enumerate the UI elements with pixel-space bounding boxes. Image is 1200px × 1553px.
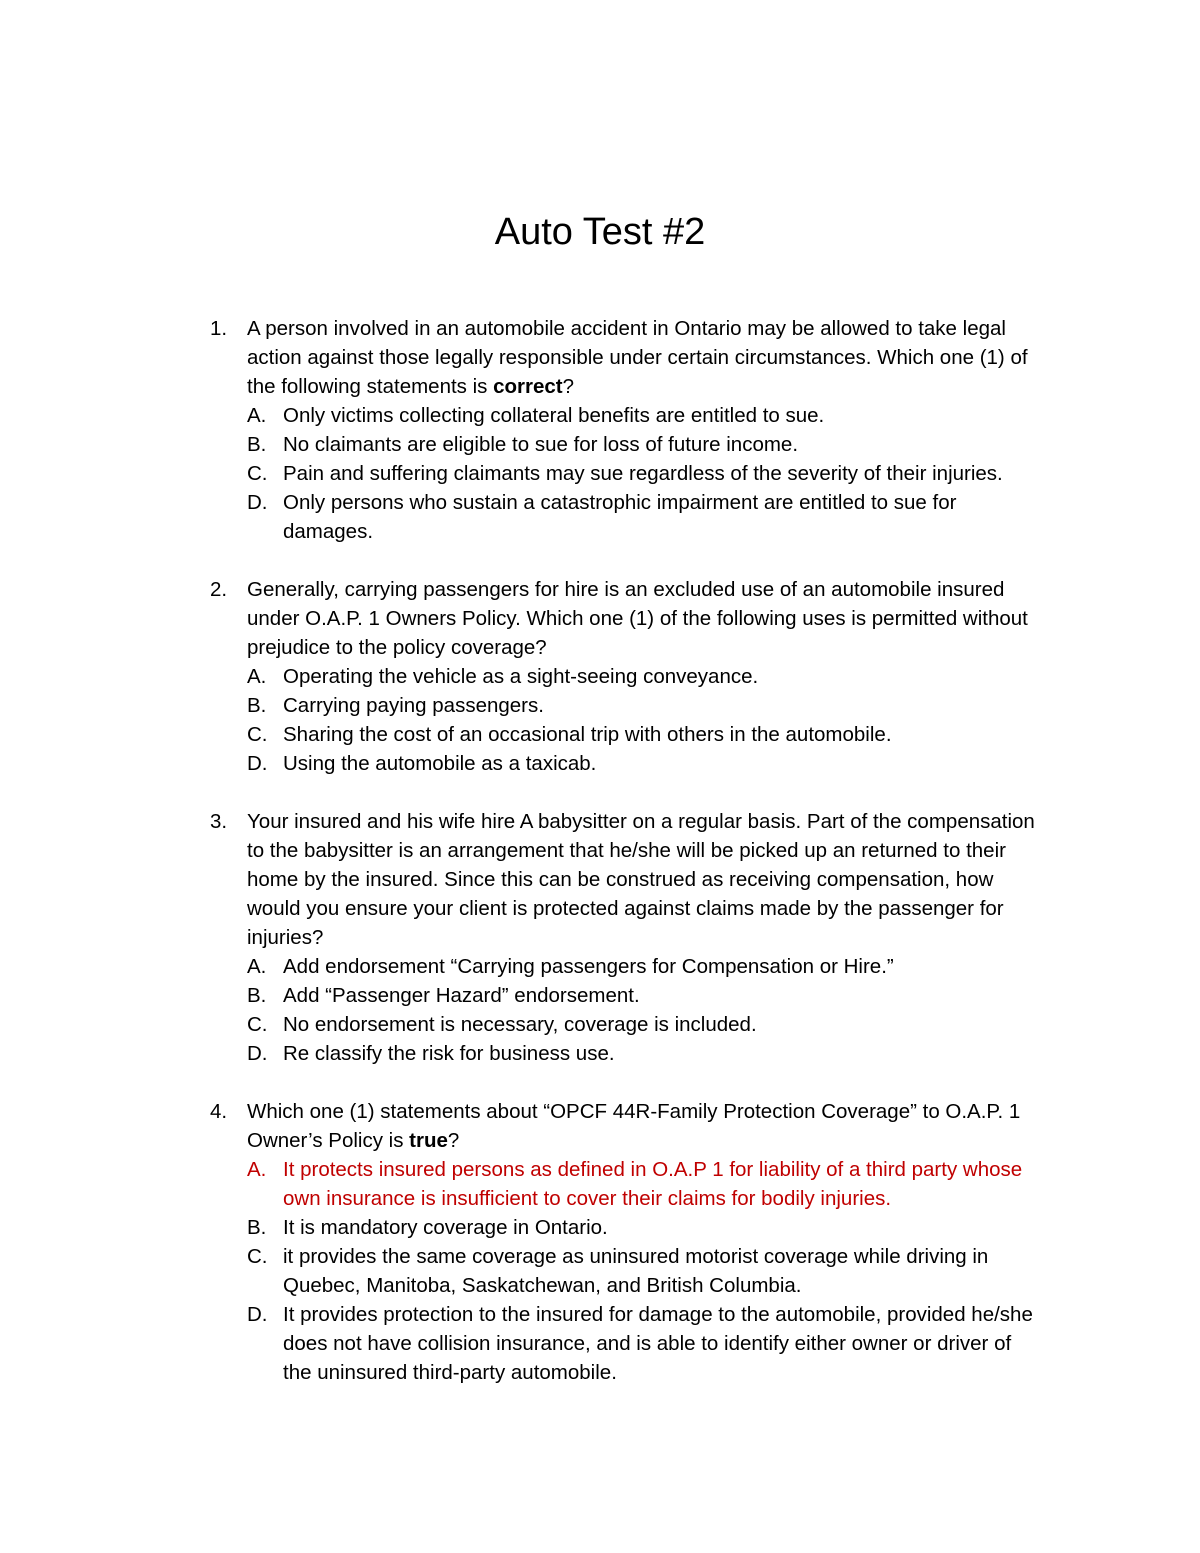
question-text-start: A person involved in an automobile accident in Ontario may be allowed to take legal action against those legally responsible under certain circumstances. Which one (1) of the following statements is (247, 317, 1028, 398)
option-letter: A. (247, 1158, 267, 1181)
option-letter: A. (247, 955, 267, 978)
option-letter: A. (247, 665, 267, 688)
question-text-start: Your insured and his wife hire A babysitter on a regular basis. Part of the compensation to the babysitter is an arrangement that he/she will be picked up an returned to their home by the insured. Since this can be construed as receiving compensation, how would you ensure your client is protected against claims made by the passenger for injuries? (247, 810, 1035, 949)
option-letter: D. (247, 752, 268, 775)
option-letter: C. (247, 462, 268, 485)
option-letter: D. (247, 1303, 268, 1326)
option-item (247, 691, 1040, 720)
option-text: It is mandatory coverage in Ontario. (283, 1216, 608, 1239)
question-item (210, 1097, 1040, 1387)
option-text: Operating the vehicle as a sight-seeing conveyance. (283, 665, 759, 688)
option-text: Add “Passenger Hazard” endorsement. (283, 984, 640, 1007)
option-list (247, 401, 1040, 546)
page-title: Auto Test #2 (494, 211, 706, 253)
question-text-end: ? (447, 1129, 460, 1152)
option-text: Add endorsement “Carrying passengers for Compensation or Hire.” (283, 955, 894, 978)
option-item (247, 720, 1040, 749)
option-letter: C. (247, 723, 268, 746)
option-item (247, 1242, 1040, 1300)
question-number: 4. (210, 1100, 228, 1123)
option-letter: B. (247, 1216, 267, 1239)
option-text: Only victims collecting collateral benefits are entitled to sue. (283, 404, 825, 427)
option-list (247, 952, 1040, 1068)
question-number: 2. (210, 578, 228, 601)
question-number: 1. (210, 317, 228, 340)
question-list (210, 314, 1040, 1416)
option-text: Re classify the risk for business use. (283, 1042, 615, 1065)
option-item (247, 488, 1040, 546)
question-text (247, 314, 1040, 401)
option-item (247, 749, 1040, 778)
option-text: No claimants are eligible to sue for loss of future income. (283, 433, 799, 456)
question-text (247, 575, 1040, 662)
option-text: It protects insured persons as defined in O.A.P 1 for liability of a third party whose own insurance is insufficient to cover their claims for bodily injuries. (283, 1158, 1023, 1210)
option-item (247, 981, 1040, 1010)
option-letter: B. (247, 694, 267, 717)
option-text: Pain and suffering claimants may sue regardless of the severity of their injuries. (283, 462, 1003, 485)
option-letter: A. (247, 404, 267, 427)
option-letter: D. (247, 1042, 268, 1065)
option-letter: C. (247, 1013, 268, 1036)
option-letter: B. (247, 984, 267, 1007)
option-item (247, 430, 1040, 459)
option-item (247, 952, 1040, 981)
question-item (210, 807, 1040, 1068)
option-item (247, 1213, 1040, 1242)
option-text: it provides the same coverage as uninsured motorist coverage while driving in Quebec, Manitoba, Saskatchewan, and British Columbia. (283, 1245, 989, 1297)
option-letter: B. (247, 433, 267, 456)
option-text: It provides protection to the insured for damage to the automobile, provided he/she does not have collision insurance, and is able to identify either owner or driver of the uninsured third-party automobile. (283, 1303, 1033, 1384)
question-text (247, 807, 1040, 952)
option-text: Carrying paying passengers. (283, 694, 544, 717)
option-item (247, 401, 1040, 430)
question-emphasis: true (409, 1129, 448, 1152)
option-item (247, 1300, 1040, 1387)
option-item (247, 662, 1040, 691)
option-letter: C. (247, 1245, 268, 1268)
question-emphasis: correct (493, 375, 563, 398)
question-number: 3. (210, 810, 228, 833)
option-list (247, 1155, 1040, 1387)
question-text-start: Which one (1) statements about “OPCF 44R-Family Protection Coverage” to O.A.P. 1 Owner’s Policy is (247, 1100, 1021, 1152)
option-text: Sharing the cost of an occasional trip with others in the automobile. (283, 723, 892, 746)
option-item (247, 459, 1040, 488)
option-list (247, 662, 1040, 778)
question-text-start: Generally, carrying passengers for hire is an excluded use of an automobile insured under O.A.P. 1 Owners Policy. Which one (1) of the following uses is permitted without prejudice to the policy coverage? (247, 578, 1028, 659)
option-text: Only persons who sustain a catastrophic impairment are entitled to sue for damages. (283, 491, 957, 543)
option-letter: D. (247, 491, 268, 514)
question-item (210, 314, 1040, 546)
option-item (247, 1039, 1040, 1068)
option-item (247, 1010, 1040, 1039)
question-text (247, 1097, 1040, 1155)
question-text-end: ? (562, 375, 575, 398)
option-text: No endorsement is necessary, coverage is included. (283, 1013, 757, 1036)
option-text: Using the automobile as a taxicab. (283, 752, 597, 775)
question-item (210, 575, 1040, 778)
option-item-highlighted (247, 1155, 1040, 1213)
